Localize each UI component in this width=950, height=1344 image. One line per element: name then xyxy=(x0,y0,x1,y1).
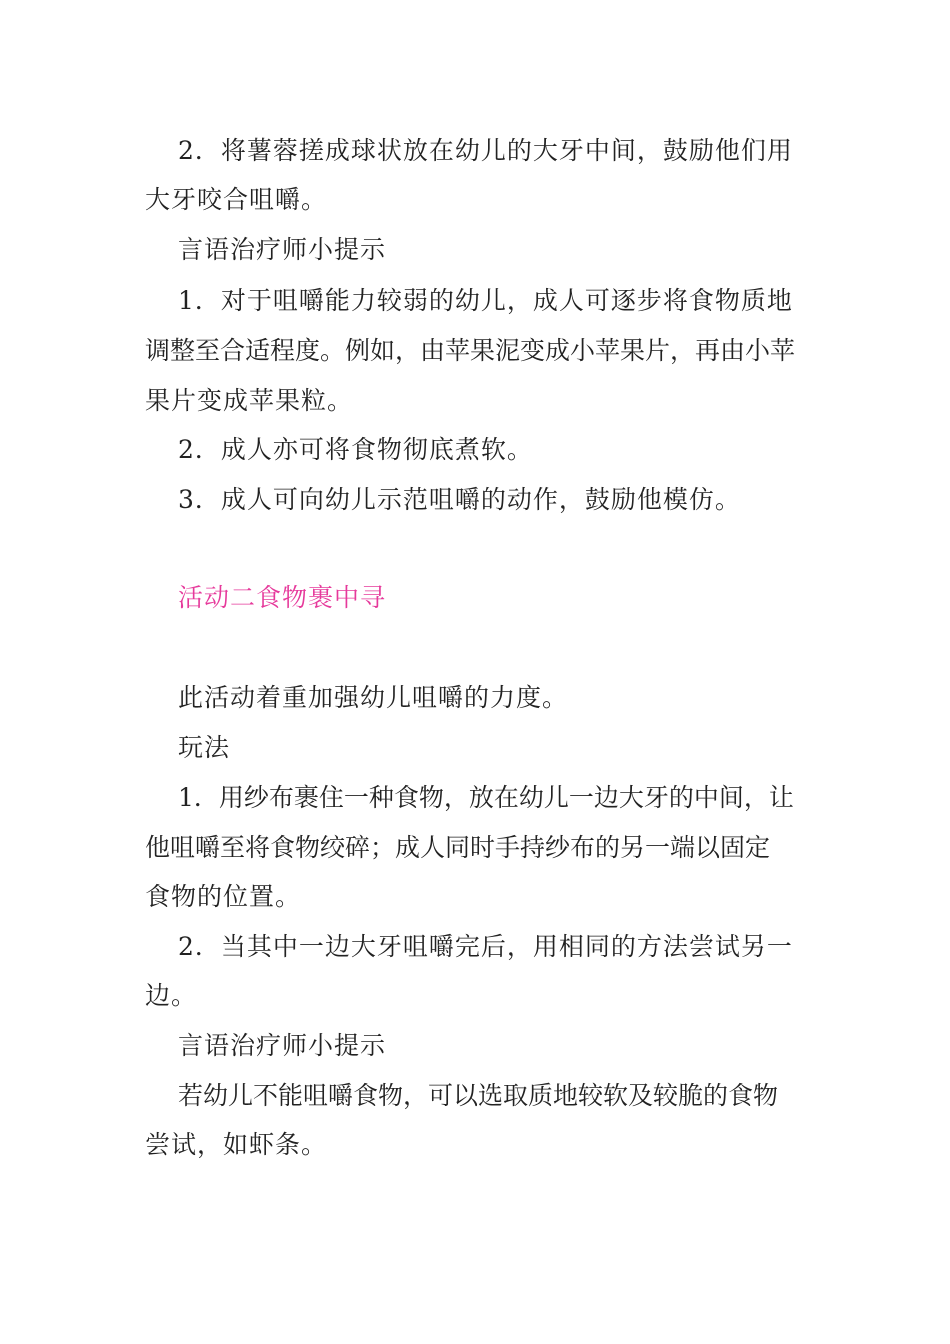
tip-line1: 若幼儿不能咀嚼食物，可以选取质地较软及较脆的食物 xyxy=(178,1081,779,1110)
tip1-line3: 果片变成苹果粒。 xyxy=(145,386,354,415)
section-heading: 活动二食物裹中寻 xyxy=(178,583,387,612)
paragraph-item2-line1: 2．将薯蓉搓成球状放在幼儿的大牙中间，鼓励他们用 xyxy=(178,136,793,165)
play1-line2: 他咀嚼至将食物绞碎；成人同时手持纱布的另一端以固定 xyxy=(145,833,771,862)
play1-line1: 1．用纱布裹住一种食物，放在幼儿一边大牙的中间，让 xyxy=(178,783,794,812)
tip1-line1: 1．对于咀嚼能力较弱的幼儿，成人可逐步将食物质地 xyxy=(178,286,793,315)
play2-line1: 2．当其中一边大牙咀嚼完后，用相同的方法尝试另一 xyxy=(178,932,793,961)
play1-line3: 食物的位置。 xyxy=(145,882,302,911)
paragraph-item2-line2: 大牙咬合咀嚼。 xyxy=(145,185,328,214)
tip-line2: 尝试，如虾条。 xyxy=(145,1130,328,1159)
tips-title: 言语治疗师小提示 xyxy=(178,235,387,264)
tip1-line2: 调整至合适程度。例如，由苹果泥变成小苹果片，再由小苹 xyxy=(145,336,796,365)
play-title: 玩法 xyxy=(178,733,231,762)
tip2: 2．成人亦可将食物彻底煮软。 xyxy=(178,435,533,464)
tip3: 3．成人可向幼儿示范咀嚼的动作，鼓励他模仿。 xyxy=(178,485,741,514)
intro-paragraph: 此活动着重加强幼儿咀嚼的力度。 xyxy=(178,683,569,712)
tips-title-2: 言语治疗师小提示 xyxy=(178,1031,387,1060)
play2-line2: 边。 xyxy=(145,981,198,1010)
